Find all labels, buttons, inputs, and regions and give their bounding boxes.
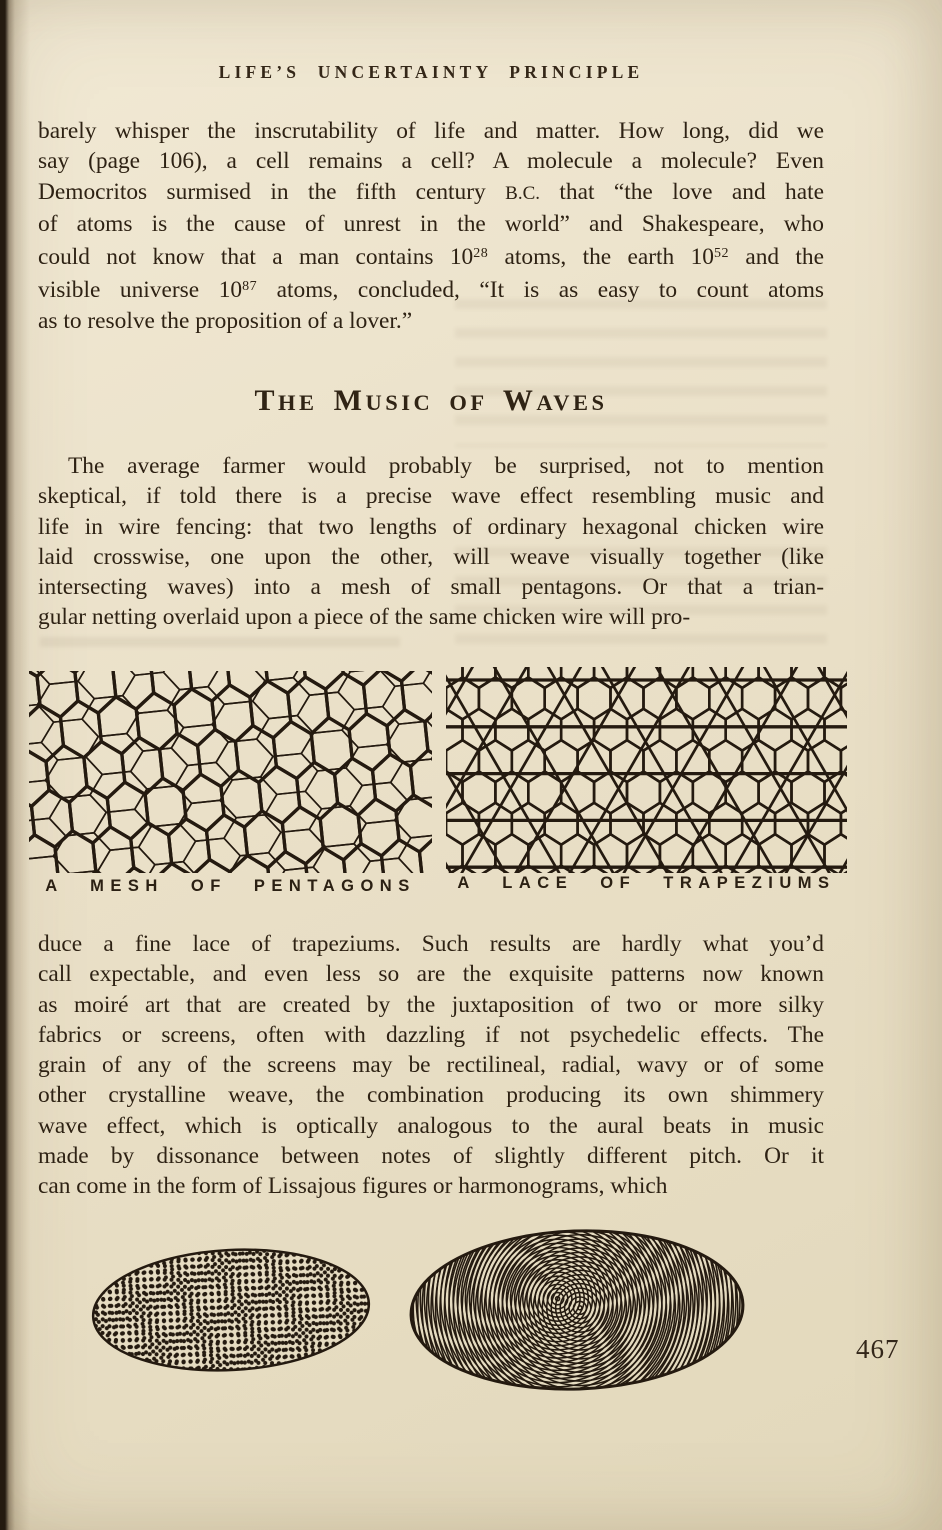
text-line (38, 1080, 824, 1110)
pentagon-mesh-figure (29, 671, 432, 873)
text-line (38, 451, 824, 481)
text-run: 52 (713, 246, 729, 262)
pentagon-mesh-caption: A MESH OF PENTAGONS (45, 877, 416, 895)
hex-lattice-thick (29, 671, 432, 873)
text-run: other crystalline weave, the combination producing its own shimmery (38, 1082, 824, 1109)
text-run: laid crosswise, one upon the other, will weave visually together (like (38, 543, 824, 570)
text-line (38, 1171, 824, 1201)
text-line (38, 542, 824, 572)
text-run: atoms, concluded, “It is as easy to count atoms (257, 277, 825, 304)
show-through-smudge (40, 630, 400, 656)
page-edge-shadow (0, 0, 30, 1530)
text-run: can come in the form of Lissajous figures or harmonograms, which (38, 1173, 668, 1200)
running-header: LIFE’S UNCERTAINTY PRINCIPLE (218, 62, 644, 82)
text-run: W (502, 384, 537, 417)
text-run: HE (277, 390, 334, 415)
text-line (38, 272, 824, 305)
text-run: USIC OF (365, 390, 503, 415)
text-run: fabrics or screens, often with dazzling if not psychedelic effects. The (38, 1021, 824, 1048)
section-heading (38, 383, 824, 424)
text-run: as to resolve the proposition of a lover.” (38, 307, 413, 334)
page-number: 467 (856, 1334, 900, 1364)
text-run: call expectable, and even less so are the exquisite patterns now known (38, 961, 824, 988)
text-run: life in wire fencing: that two lengths of ordinary hexagonal chicken wire (38, 513, 824, 540)
text-run: intersecting waves) into a mesh of small pentagons. Or that a trian- (38, 574, 824, 601)
text-line (38, 929, 824, 959)
text-run: 28 (473, 246, 489, 262)
text-line (38, 1111, 824, 1141)
text-run: atoms, the earth 10 (488, 244, 714, 271)
text-run: grain of any of the screens may be rectilineal, radial, wavy or of some (38, 1052, 824, 1079)
text-run: M (333, 384, 366, 417)
text-line (38, 959, 824, 989)
trapezium-lace-figure (446, 667, 847, 873)
text-run: say (page 106), a cell remains a cell? A molecule a molecule? Even (38, 148, 824, 175)
hex-lattice (446, 667, 847, 873)
text-line (38, 481, 824, 511)
text-run: of atoms is the cause of unrest in the world” and Shakespeare, who (38, 210, 824, 237)
text-run: visible universe 10 (38, 277, 243, 304)
text-line (38, 177, 824, 209)
text-run: as moiré art that are created by the juxtaposition of two or more silky (38, 991, 824, 1018)
text-line (38, 602, 824, 632)
text-line (38, 1050, 824, 1080)
text-line (38, 116, 824, 146)
text-run: skeptical, if told there is a precise wave effect resembling music and (38, 483, 824, 510)
paragraph-2 (38, 451, 824, 633)
text-run: wave effect, which is optically analogous to the aural beats in music (38, 1112, 824, 1139)
text-run: and the (728, 244, 824, 271)
paragraph-1 (38, 116, 824, 336)
text-line (38, 209, 824, 239)
text-run: made by dissonance between notes of slightly different pitch. Or it (38, 1143, 824, 1170)
text-line (38, 572, 824, 602)
text-run: AVES (536, 390, 608, 415)
ring-screens (405, 1222, 749, 1398)
text-line (38, 239, 824, 272)
text-line (38, 146, 824, 176)
text-run: The average farmer would probably be surprised, not to mention (68, 453, 824, 479)
text-run: T (254, 384, 278, 417)
text-run: 87 (242, 279, 258, 295)
moire-ring-ellipse-figure (405, 1222, 749, 1398)
paragraph-3 (38, 929, 824, 1202)
text-run: B.C. (505, 182, 540, 204)
text-run: that “the love and hate (540, 178, 824, 205)
moire-dot-ellipse-figure (87, 1240, 375, 1381)
trapezium-lace-caption: A LACE OF TRAPEZIUMS (457, 874, 836, 892)
text-run: Democritos surmised in the fifth century (38, 178, 506, 205)
text-line (38, 512, 824, 542)
text-line (38, 1020, 824, 1050)
text-run: could not know that a man contains 10 (38, 244, 474, 271)
text-run: duce a fine lace of trapeziums. Such results are hardly what you’d (38, 931, 824, 957)
text-run: gular netting overlaid upon a piece of the same chicken wire will pro- (38, 604, 691, 631)
text-line (38, 990, 824, 1020)
text-line (38, 1141, 824, 1171)
text-line (38, 306, 824, 336)
text-run: barely whisper the inscrutability of life and matter. How long, did we (38, 118, 824, 144)
